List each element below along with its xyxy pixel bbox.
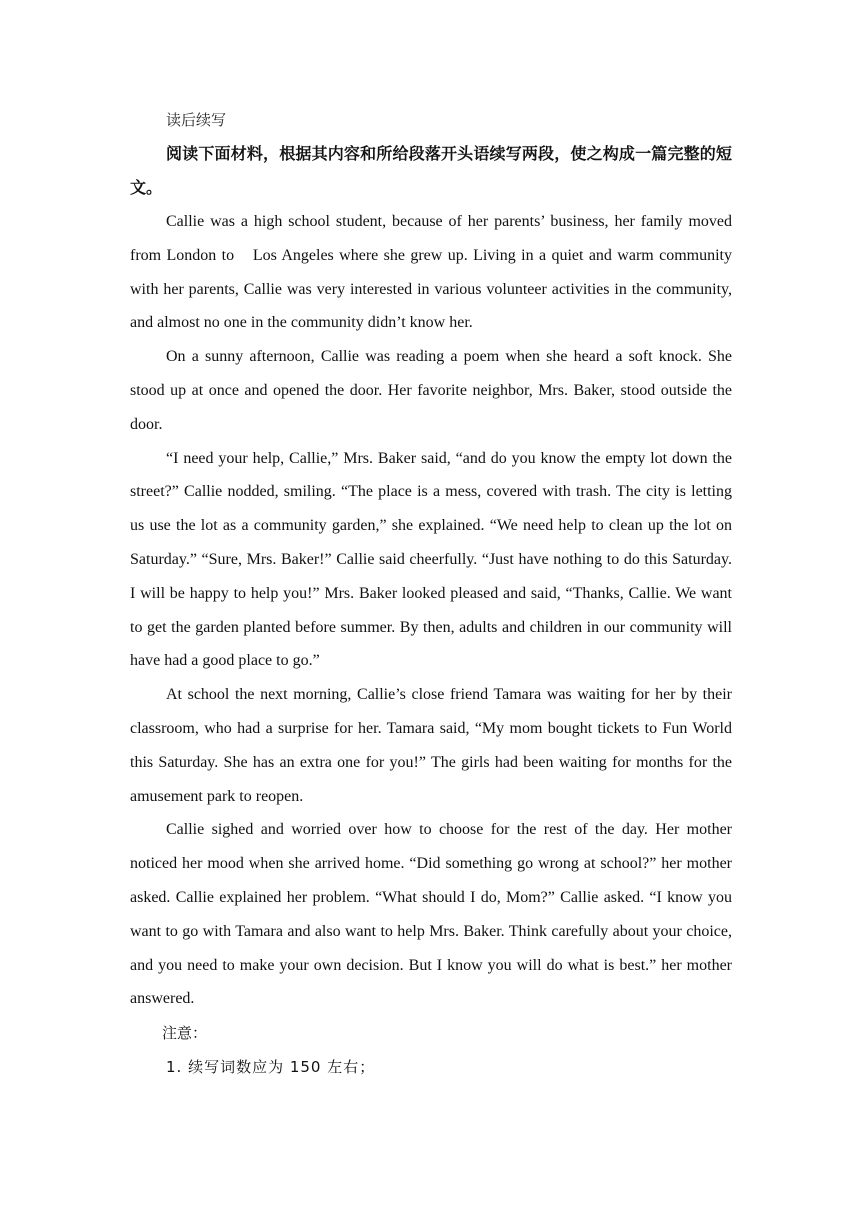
- notes-title: 注意：: [162, 1024, 208, 1043]
- story-paragraph-3: “I need your help, Callie,” Mrs. Baker said, “and do you know the empty lot down the street?” Callie nodded, smiling. “The place is a mess, covered with trash. The city is letting us use the lot as a community garden,” she explained. “We need help to clean up the lot on Saturday.” “Sure, Mrs. Baker!” Callie said cheerfully. “Just have nothing to do this Saturday. I will be happy to help you!” Mrs. Baker looked pleased and said, “Thanks, Callie. We want to get the garden planted before summer. By then, adults and children in our community will have had a good place to go.”: [130, 449, 732, 670]
- document-body: [130, 103, 732, 1084]
- story-paragraph-4: At school the next morning, Callie’s close friend Tamara was waiting for her by their classroom, who had a surprise for her. Tamara said, “My mom bought tickets to Fun World this Saturday. She has an extra one for you!” The girls had been waiting for months for the amusement park to reopen.: [130, 686, 732, 805]
- task-instruction: 阅读下面材料，根据其内容和所给段落开头语续写两段，使之构成一篇完整的短文。: [130, 144, 732, 197]
- section-heading: 读后续写: [166, 111, 227, 129]
- story-paragraph-2: On a sunny afternoon, Callie was reading a poem when she heard a soft knock. She stood up at once and opened the door. Her favorite neighbor, Mrs. Baker, stood outside the door.: [130, 348, 732, 433]
- story-paragraph-1: Callie was a high school student, because of her parents’ business, her family moved from London to Los Angeles where she grew up. Living in a quiet and warm community with her parents, Callie was very interested in various volunteer activities in the community, and almost no one in the community didn’t know her.: [130, 213, 732, 332]
- story-paragraph-5: Callie sighed and worried over how to choose for the rest of the day. Her mother noticed her mood when she arrived home. “Did something go wrong at school?” her mother asked. Callie explained her problem. “What should I do, Mom?” Callie asked. “I know you want to go with Tamara and also want to help Mrs. Baker. Think carefully about your choice, and you need to make your own decision. But I know you will do what is best.” her mother answered.: [130, 821, 732, 1008]
- note-item-1: 1. 续写词数应为 150 左右；: [166, 1058, 376, 1077]
